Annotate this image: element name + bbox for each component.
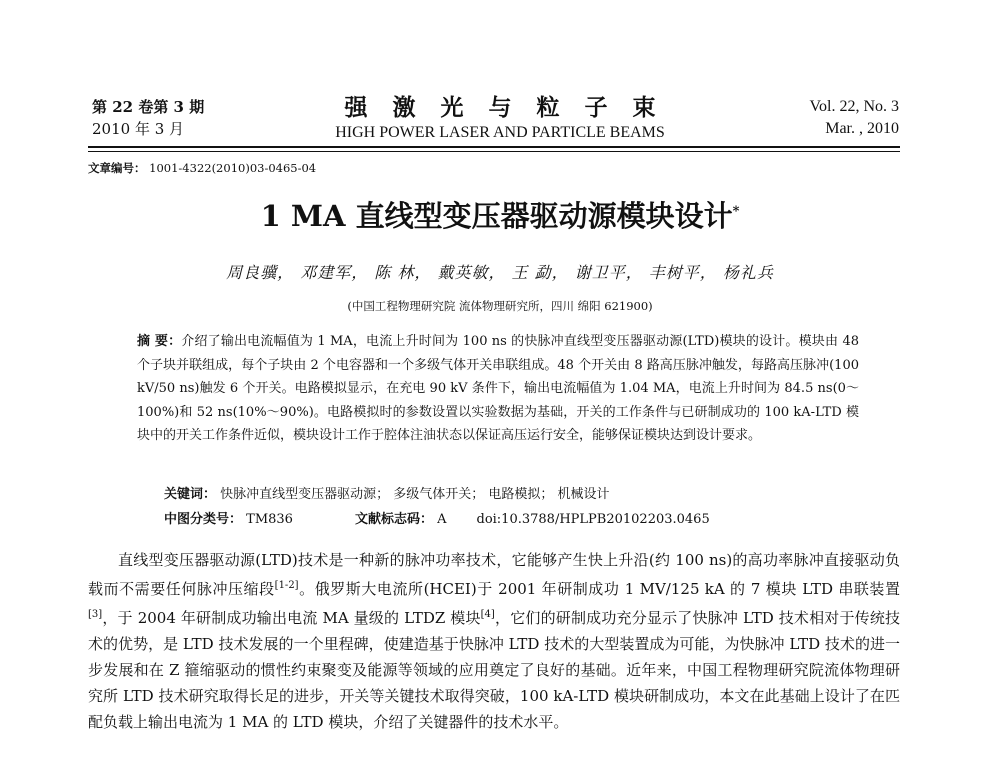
- article-number: [88, 160, 316, 176]
- body-segment-1: 直线型变压器驱动源(LTD)技术是一种新的脉冲功率技术，它能够产生快上升沿(约 100 ns)的高功率脉冲直接驱动负载而不需要任何脉冲压缩段: [88, 551, 900, 598]
- body-segment-4: ，它们的研制成功充分显示了快脉冲 LTD 技术相对于传统技术的优势，是 LTD 技术发展的一个里程碑，使建造基于快脉冲 LTD 技术的大型装置成为可能，为快脉冲 LTD 技术的进一步发展和在 Z 箍缩驱动的惯性约束聚变及能源等领域的应用奠定了良好的基础。近年来，中国工程物理研究院流体物理研究所 LTD 技术研究取得长足的进步，开关等关键技术取得突破，100 kA-LTD 模块研制成功，本文在此基础上设计了在匹配负载上输出电流为 1 MA 的 LTD 模块，介绍了关键器件的技术水平。: [88, 609, 901, 731]
- citation-4[interactable]: [4]: [480, 609, 495, 620]
- header-rule-thin: [88, 151, 900, 152]
- citation-1-2[interactable]: [1-2]: [274, 580, 299, 591]
- header-rule-thick: [88, 146, 900, 148]
- abstract-text: 介绍了输出电流幅值为 1 MA，电流上升时间为 100 ns 的快脉冲直线型变压器驱动源(LTD)模块的设计。模块由 48 个子块并联组成，每个子块由 2 个电容器和一个多级气体开关串联组成。48 个开关由 8 路高压脉冲触发，每路高压脉冲(100 kV/50 ns)触发 6 个开关。电路模拟显示，在充电 90 kV 条件下，输出电流幅值为 1.04 MA，电流上升时间为 84.5 ns(0～100%)和 52 ns(10%～90%)。电路模拟时的参数设置以实验数据为基础，开关的工作条件与已研制成功的 100 kA-LTD 模块中的开关工作条件近似，模块设计工作于腔体注油状态以保证高压运行安全，能够保证模块达到设计要求。: [137, 334, 859, 443]
- body-segment-2: 。俄罗斯大电流所(HCEI)于 2001 年研制成功 1 MV/125 kA 的 7 模块 LTD 串联装置: [298, 580, 900, 598]
- body-paragraph: [88, 547, 900, 735]
- citation-3[interactable]: [3]: [88, 609, 103, 620]
- volume-en: Vol. 22, No. 3: [809, 98, 899, 115]
- journal-name-cn: 强激光与粒子束: [344, 94, 681, 121]
- classification-line: [164, 510, 710, 530]
- abstract-label: 摘 要：: [137, 334, 182, 349]
- date-en: Mar. , 2010: [825, 120, 899, 137]
- body-segment-3: ，于 2004 年研制成功输出电流 MA 量级的 LTDZ 模块: [102, 609, 481, 627]
- doc-code-label: 文献标志码：: [354, 512, 433, 527]
- abstract: [137, 330, 859, 448]
- header-left: [92, 96, 204, 140]
- volume-issue-cn: 第 22 卷第 3 期: [92, 98, 205, 116]
- article-number-label: 文章编号：: [88, 161, 146, 175]
- keywords-label: 关键词：: [164, 487, 217, 502]
- header-right: [810, 96, 900, 140]
- clc-value: TM836: [246, 512, 293, 527]
- affiliation: (中国工程物理研究院 流体物理研究所，四川 绵阳 621900): [347, 299, 653, 313]
- clc-label: 中图分类号：: [164, 512, 243, 527]
- author-list: 周良骥， 邓建军， 陈 林， 戴英敏， 王 勐， 谢卫平， 丰树平， 杨礼兵: [226, 263, 774, 282]
- doi: doi:10.3788/HPLPB20102203.0465: [476, 512, 710, 527]
- keywords: [164, 485, 610, 505]
- journal-name-en: HIGH POWER LASER AND PARTICLE BEAMS: [335, 124, 665, 141]
- paper-title-text: 1 MA 直线型变压器驱动源模块设计: [260, 199, 733, 233]
- article-number-value: 1001-4322(2010)03-0465-04: [149, 161, 317, 175]
- doc-code-value: A: [437, 512, 447, 527]
- keywords-text: 快脉冲直线型变压器驱动源； 多级气体开关； 电路模拟； 机械设计: [220, 487, 610, 502]
- paper-title: [0, 196, 1000, 236]
- title-footnote-mark: *: [732, 204, 740, 219]
- header-center: [270, 96, 730, 144]
- date-cn: 2010 年 3 月: [92, 120, 185, 138]
- journal-header: [0, 96, 1000, 144]
